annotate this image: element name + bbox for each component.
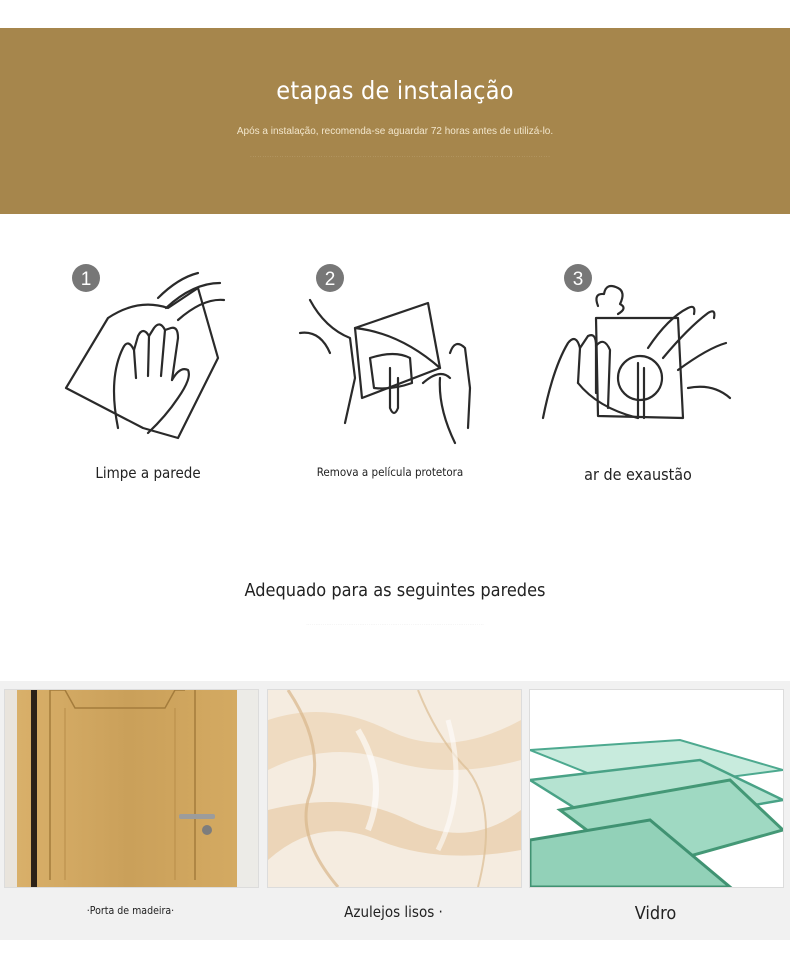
press-hook-icon <box>538 258 738 458</box>
wall-types-gallery <box>0 681 790 940</box>
marble-tile-image <box>268 690 521 887</box>
step-number: 2 <box>324 269 336 290</box>
wall-type-label: ·Porta de madeira· <box>86 905 175 917</box>
glass-card <box>529 689 784 888</box>
step-label: ar de exaustão <box>584 465 692 484</box>
wipe-wall-icon <box>48 258 248 458</box>
marble-tile-card <box>267 689 522 888</box>
wall-type-label: Azulejos lisos · <box>344 903 443 921</box>
step-label: Remova a película protetora <box>316 465 464 479</box>
install-steps-banner <box>0 28 790 214</box>
banner-title: etapas de instalação <box>276 76 514 105</box>
step-label: Limpe a parede <box>95 464 201 482</box>
step-2 <box>290 258 490 488</box>
banner-fine-print: · · · · · · · · · · · · · · · · · · · · · · · · · · · · · · · · · · · · · · · · · · · · · · · · · · · · · · · · · · · · · · · · · · · · · · · · · · · · · · · · · · · · · · · · · · · · · · · · · · · · · · · · · · · · · · · · · · · · · · · · · · · <box>250 154 550 159</box>
step-number: 1 <box>80 269 92 290</box>
step-3 <box>538 258 738 488</box>
suitable-walls-title: Adequado para as seguintes paredes <box>244 580 546 601</box>
wall-type-label: Vidro <box>634 903 677 924</box>
step-number: 3 <box>572 269 584 290</box>
suitable-walls-fine-print: · · · · · · · · · · · · · · · · · · · · · · · · · · · · · · · · · · · · · · · · · · · · · · · · · · · · · · · · · · · · · · · · · · · · · · · · · · · · · · · · · · · · · · · · · · · · · · · · · <box>306 622 484 626</box>
wood-door-image <box>5 690 258 887</box>
step-1 <box>48 258 248 488</box>
glass-image <box>530 690 783 887</box>
wood-door-card <box>4 689 259 888</box>
banner-subtitle: Após a instalação, recomenda-se aguardar 72 horas antes de utilizá-lo. <box>236 126 554 137</box>
remove-film-icon <box>290 258 490 458</box>
